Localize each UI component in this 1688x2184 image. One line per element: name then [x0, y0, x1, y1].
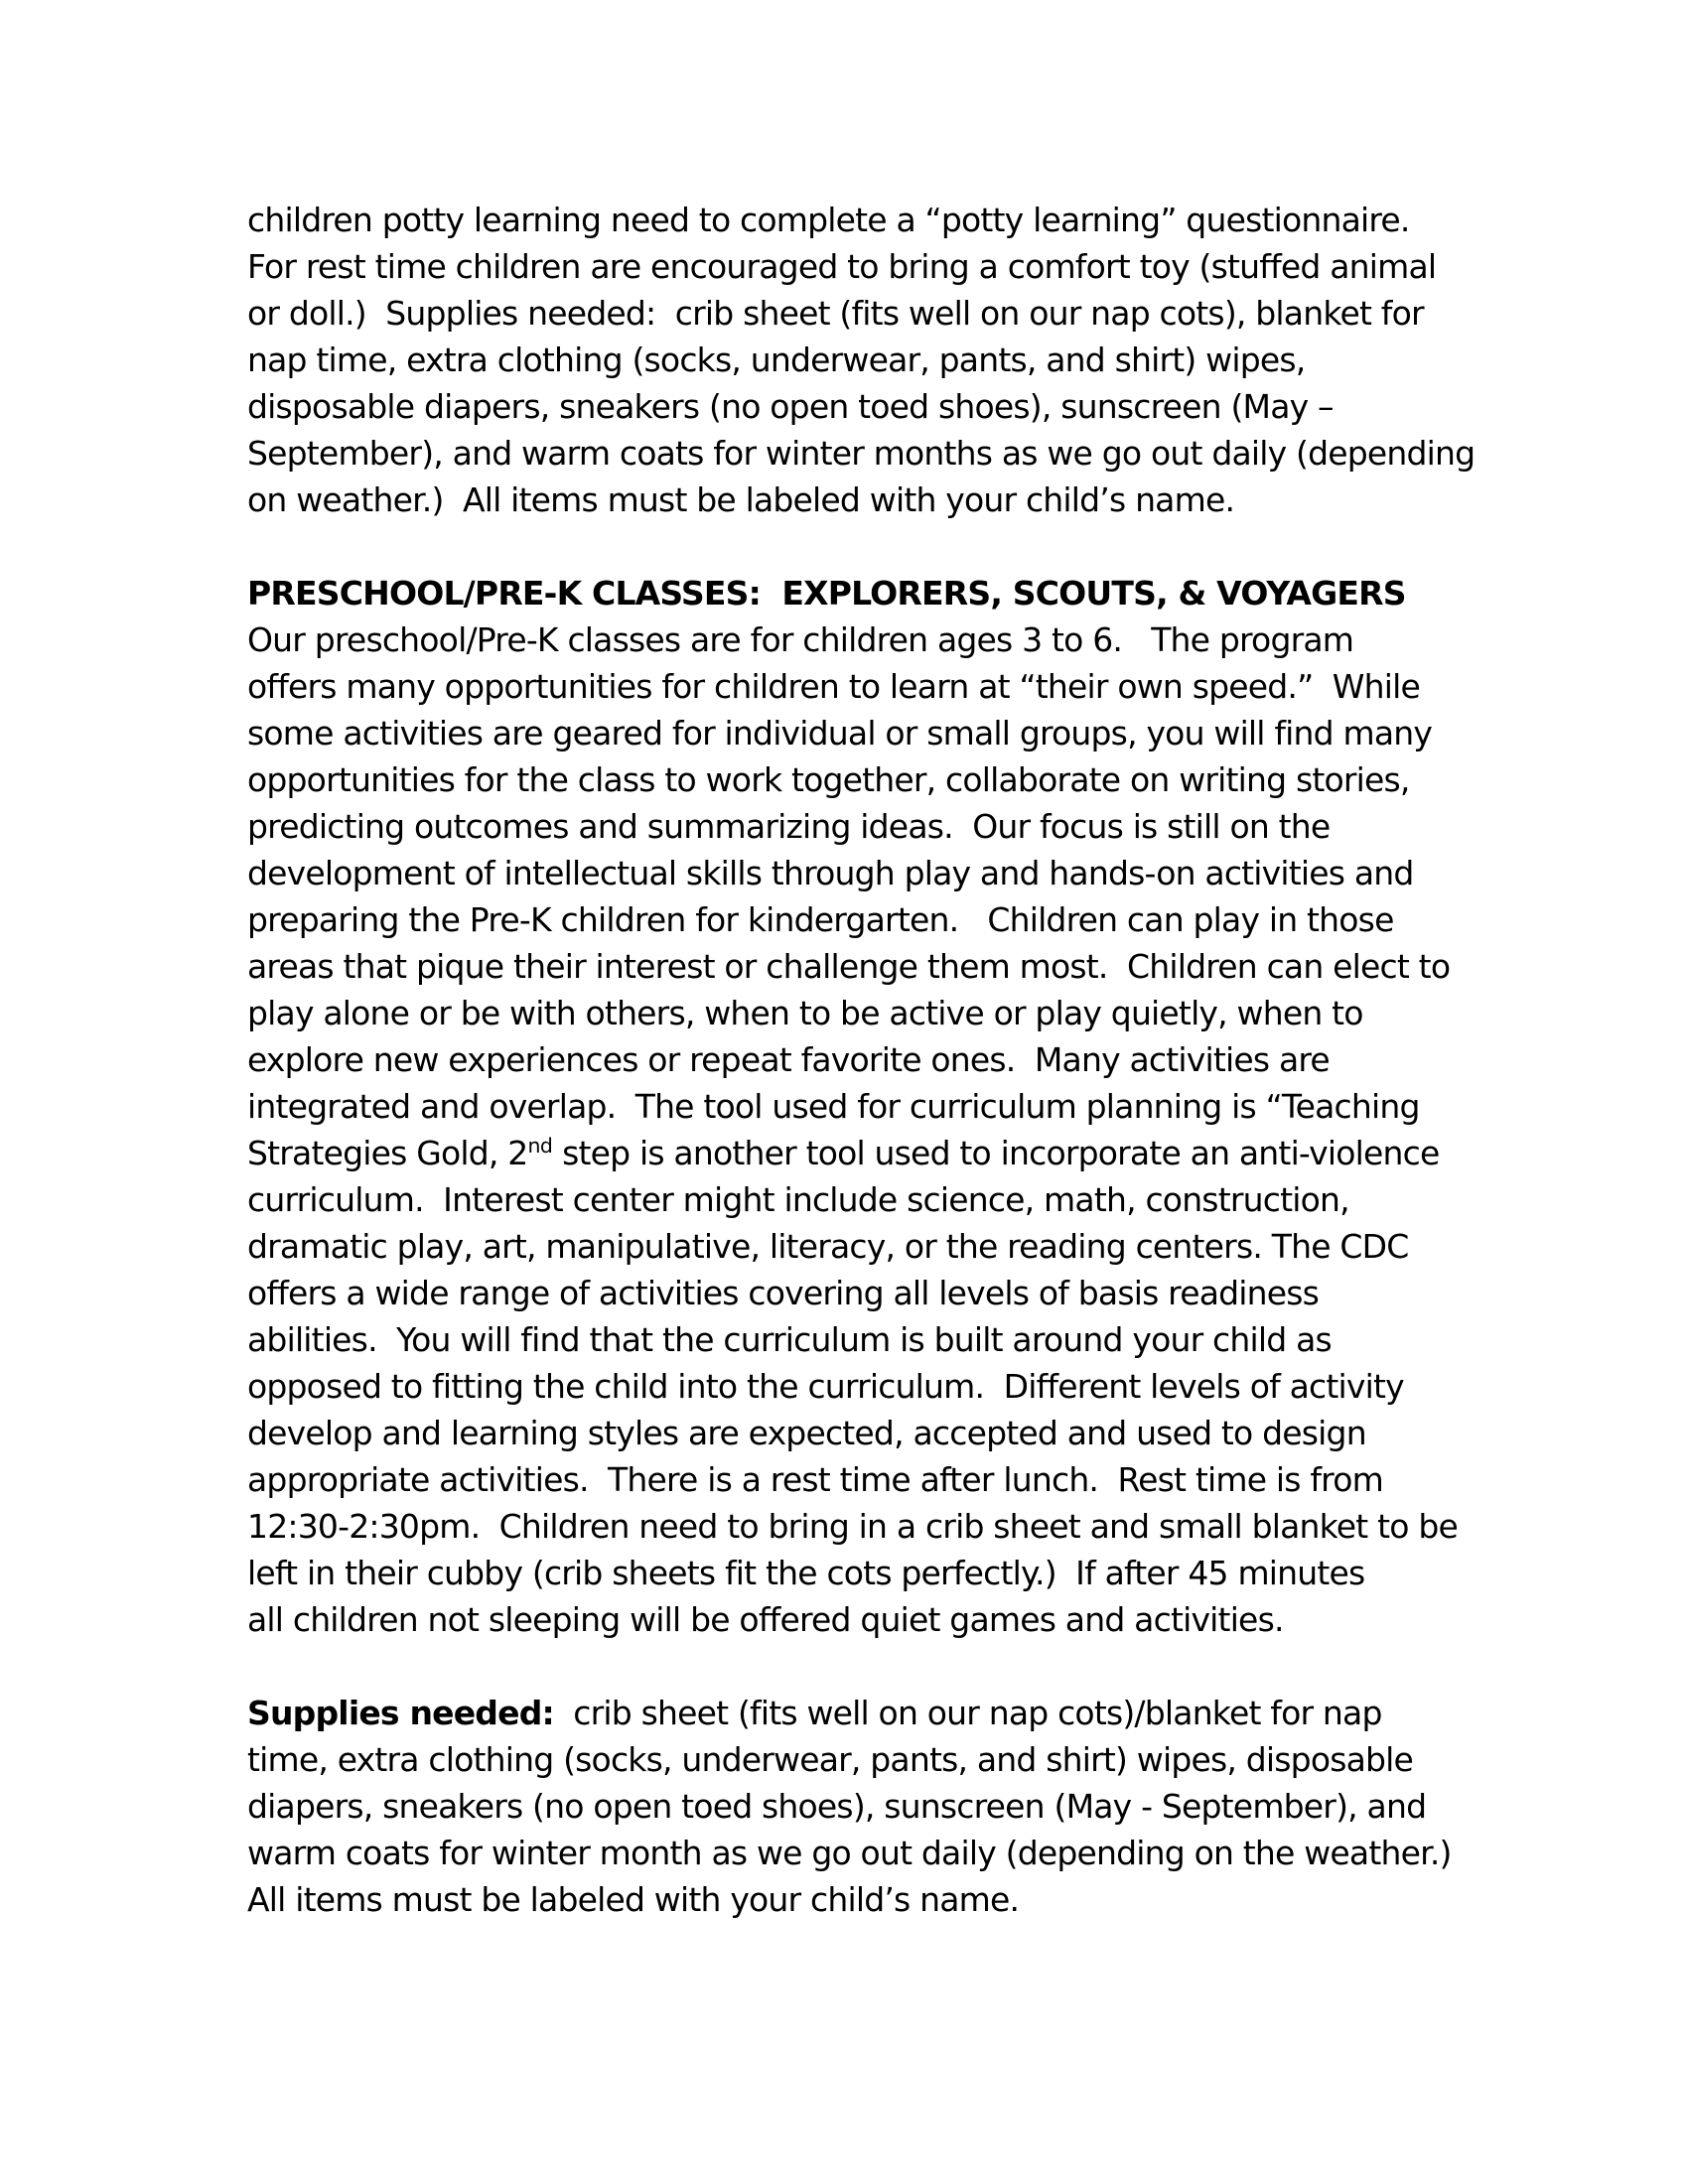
text-run: warm coats for winter month as we go out daily (depending on the weather.) — [247, 1834, 1452, 1872]
text-line — [247, 430, 1476, 477]
text-run: develop and learning styles are expected, accepted and used to design — [247, 1414, 1366, 1452]
text-line — [247, 663, 1444, 710]
text-line — [247, 943, 1451, 990]
text-line — [247, 1456, 1444, 1503]
text-run: PRESCHOOL/PRE-K CLASSES: EXPLORERS, SCOUTS, & VOYAGERS — [247, 574, 1406, 613]
text-run: on weather.) All items must be labeled with your child’s name. — [247, 480, 1235, 519]
text-line — [247, 1130, 1444, 1176]
text-run: Our preschool/Pre-K classes are for children ages 3 to 6. The program — [247, 620, 1354, 659]
paragraph-spacer — [247, 1643, 1444, 1690]
text-run: 12:30-2:30pm. Children need to bring in a crib sheet and small blanket to be — [247, 1507, 1458, 1546]
text-run: nap time, extra clothing (socks, underwear, pants, and shirt) wipes, — [247, 341, 1306, 379]
text-line — [247, 1783, 1444, 1830]
text-run: disposable diapers, sneakers (no open toed shoes), sunscreen (May – — [247, 387, 1334, 426]
text-line — [247, 803, 1444, 850]
text-run: some activities are geared for individual or small groups, you will find many — [247, 714, 1433, 752]
text-line — [247, 477, 1444, 523]
text-line — [247, 290, 1444, 337]
text-line — [247, 197, 1444, 243]
text-run: offers many opportunities for children to learn at “their own speed.” While — [247, 667, 1420, 706]
text-line — [247, 1690, 1444, 1736]
text-line — [247, 896, 1444, 943]
text-run: dramatic play, art, manipulative, literacy, or the reading centers. The CDC — [247, 1227, 1409, 1266]
text-run: For rest time children are encouraged to bring a comfort toy (stuffed animal — [247, 247, 1437, 286]
text-run: crib sheet (fits well on our nap cots)/blanket for nap — [553, 1694, 1382, 1732]
text-run: September), and warm coats for winter months as we go out daily (depending — [247, 434, 1476, 473]
text-line — [247, 1550, 1444, 1596]
intro-paragraph — [247, 197, 1476, 523]
text-line — [247, 1876, 1444, 1923]
text-line — [247, 850, 1444, 896]
text-line — [247, 383, 1444, 430]
text-line — [247, 756, 1444, 803]
superscript-text: nd — [527, 1134, 553, 1158]
text-line — [247, 1736, 1444, 1783]
text-line — [247, 616, 1444, 663]
text-line — [247, 1176, 1444, 1223]
page-content — [247, 197, 1476, 1923]
text-run: play alone or be with others, when to be active or play quietly, when to — [247, 994, 1363, 1032]
text-run: left in their cubby (crib sheets fit the cots perfectly.) If after 45 minutes — [247, 1554, 1365, 1592]
heading-line — [247, 570, 1444, 616]
text-run: opportunities for the class to work together, collaborate on writing stories, — [247, 760, 1410, 799]
text-run: or doll.) Supplies needed: crib sheet (fits well on our nap cots), blanket for — [247, 294, 1424, 333]
text-run: integrated and overlap. The tool used for curriculum planning is “Teaching — [247, 1087, 1420, 1126]
text-run: areas that pique their interest or challenge them most. Children can elect to — [247, 947, 1451, 986]
text-run: predicting outcomes and summarizing ideas. Our focus is still on the — [247, 807, 1331, 846]
section-heading — [247, 570, 1444, 616]
text-line — [247, 1830, 1452, 1876]
text-run: offers a wide range of activities covering all levels of basis readiness — [247, 1274, 1320, 1312]
text-line — [247, 337, 1444, 383]
text-line — [247, 710, 1444, 756]
text-run: diapers, sneakers (no open toed shoes), sunscreen (May - September), and — [247, 1787, 1427, 1826]
text-run: abilities. You will find that the curriculum is built around your child as — [247, 1320, 1332, 1359]
text-run: Strategies Gold, 2 — [247, 1134, 528, 1172]
text-line — [247, 1083, 1444, 1130]
preschool-paragraph — [247, 616, 1458, 1643]
text-run: curriculum. Interest center might include science, math, construction, — [247, 1180, 1349, 1219]
supplies-paragraph — [247, 1690, 1452, 1923]
text-run: All items must be labeled with your child’s name. — [247, 1880, 1020, 1919]
text-line — [247, 1503, 1458, 1550]
text-line — [247, 1036, 1444, 1083]
bold-text: Supplies needed: — [247, 1694, 554, 1732]
text-run: time, extra clothing (socks, underwear, pants, and shirt) wipes, disposable — [247, 1740, 1414, 1779]
text-line — [247, 243, 1444, 290]
text-run: preparing the Pre-K children for kindergarten. Children can play in those — [247, 900, 1394, 939]
text-line — [247, 990, 1444, 1036]
text-run: development of intellectual skills through play and hands-on activities and — [247, 854, 1414, 892]
text-line — [247, 1596, 1444, 1643]
text-line — [247, 1363, 1444, 1410]
text-line — [247, 1270, 1444, 1316]
text-line — [247, 1410, 1444, 1456]
text-line — [247, 1223, 1444, 1270]
text-run: children potty learning need to complete a “potty learning” questionnaire. — [247, 201, 1410, 239]
text-run: all children not sleeping will be offered quiet games and activities. — [247, 1600, 1284, 1639]
text-run: explore new experiences or repeat favorite ones. Many activities are — [247, 1040, 1330, 1079]
text-run: appropriate activities. There is a rest time after lunch. Rest time is from — [247, 1460, 1383, 1499]
text-line — [247, 1316, 1444, 1363]
text-run: step is another tool used to incorporate an anti-violence — [552, 1134, 1440, 1172]
text-run: opposed to fitting the child into the curriculum. Different levels of activity — [247, 1367, 1404, 1406]
paragraph-spacer — [247, 523, 1444, 570]
